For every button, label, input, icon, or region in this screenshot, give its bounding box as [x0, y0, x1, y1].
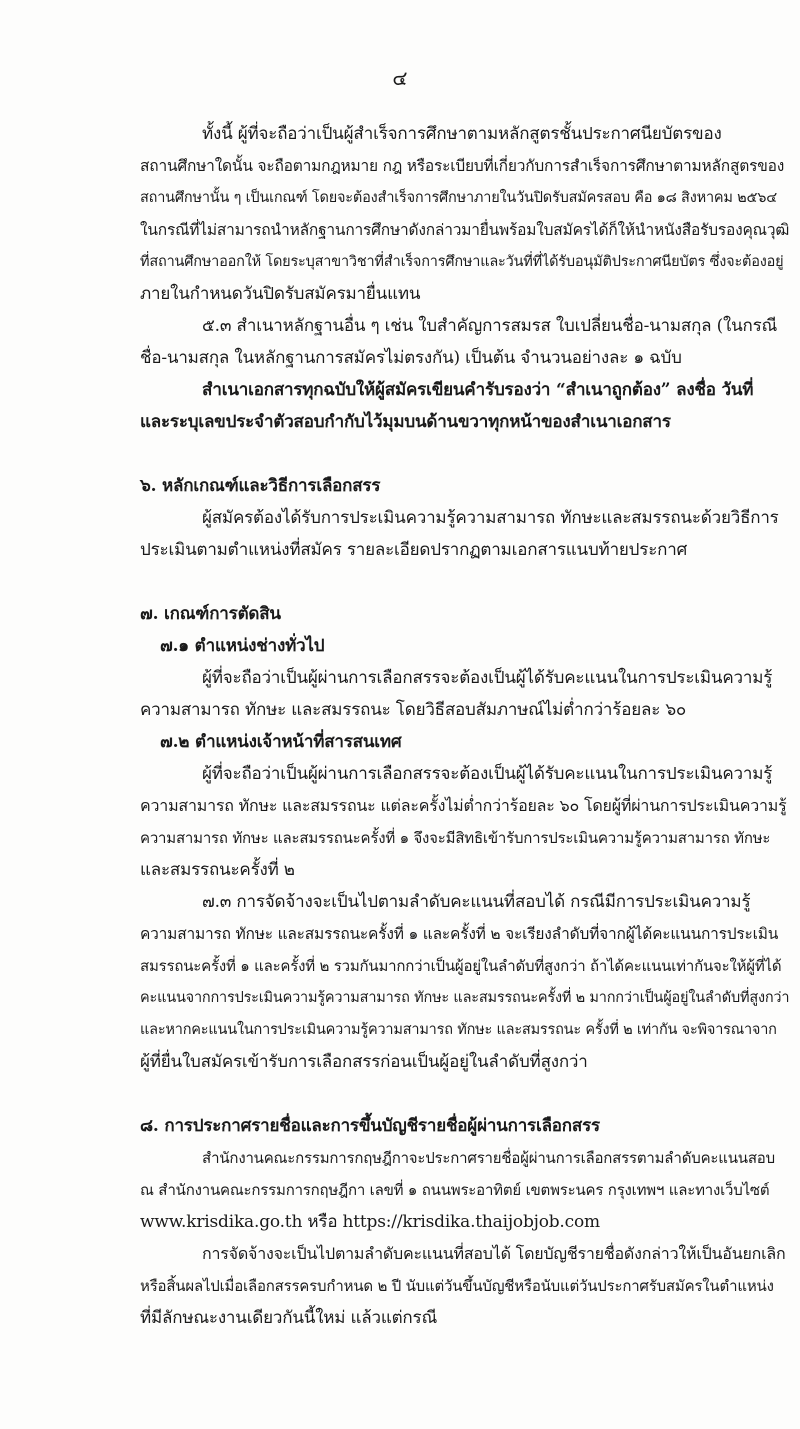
para-5-3-line: ๕.๓ สำเนาหลักฐานอื่น ๆ เช่น ใบสำคัญการสมรส ใบเปลี่ยนชื่อ-นามสกุล (ในกรณี	[202, 316, 778, 336]
section-6-body-line: ประเมินตามตำแหน่งที่สมัคร รายละเอียดปรากฏตามเอกสารแนบท้ายประกาศ	[140, 540, 688, 560]
section-7-2-heading: ๗.๒ ตำแหน่งเจ้าหน้าที่สารสนเทศ	[160, 732, 402, 752]
section-7-3-line: และหากคะแนนในการประเมินความรู้ความสามารถ ทักษะ และสมรรถนะ ครั้งที่ ๒ เท่ากัน จะพิจารณาจาก	[140, 1022, 777, 1038]
para-5-3-line: ชื่อ-นามสกุล ในหลักฐานการสมัครไม่ตรงกัน) เป็นต้น จำนวนอย่างละ ๑ ฉบับ	[140, 348, 682, 368]
section-7-3-line: คะแนนจากการประเมินความรู้ความสามารถ ทักษะ และสมรรถนะครั้งที่ ๒ มากกว่าเป็นผู้อยู่ในลำดับที่สูงกว่า	[140, 990, 790, 1006]
section-7-3-line: ๗.๓ การจัดจ้างจะเป็นไปตามลำดับคะแนนที่สอบได้ กรณีมีการประเมินความรู้	[202, 892, 751, 912]
section-8-body-line: สำนักงานคณะกรรมการกฤษฎีกาจะประกาศรายชื่อผู้ผ่านการเลือกสรรตามลำดับคะแนนสอบ	[202, 1149, 775, 1167]
para-graduate-line: ภายในกำหนดวันปิดรับสมัครมายื่นแทน	[140, 284, 421, 304]
section-7-1-heading: ๗.๑ ตำแหน่งช่างทั่วไป	[160, 636, 325, 656]
section-7-1-body-line: ผู้ที่จะถือว่าเป็นผู้ผ่านการเลือกสรรจะต้องเป็นผู้ได้รับคะแนนในการประเมินความรู้	[202, 668, 773, 688]
para-graduate-line: ที่สถานศึกษาออกให้ โดยระบุสาขาวิชาที่สำเร็จการศึกษาและวันที่ที่ได้รับอนุมัติประกาศนียบัตร ซึ่งจะต้องอยู่	[140, 254, 784, 270]
section-7-2-body-line: ผู้ที่จะถือว่าเป็นผู้ผ่านการเลือกสรรจะต้องเป็นผู้ได้รับคะแนนในการประเมินความรู้	[202, 764, 773, 784]
section-8-body-line: www.krisdika.go.th หรือ https://krisdika.thaijobjob.com	[140, 1212, 600, 1232]
certify-note-line: สำเนาเอกสารทุกฉบับให้ผู้สมัครเขียนคำรับรองว่า “สำเนาถูกต้อง” ลงชื่อ วันที่	[202, 380, 754, 400]
section-8-body2-line: การจัดจ้างจะเป็นไปตามลำดับคะแนนที่สอบได้ โดยบัญชีรายชื่อดังกล่าวให้เป็นอันยกเลิก	[202, 1244, 786, 1263]
section-7-1-body-line: ความสามารถ ทักษะ และสมรรถนะ โดยวิธีสอบสัมภาษณ์ไม่ต่ำกว่าร้อยละ ๖๐	[140, 700, 687, 720]
section-8-body-line: ณ สำนักงานคณะกรรมการกฤษฎีกา เลขที่ ๑ ถนนพระอาทิตย์ เขตพระนคร กรุงเทพฯ และทางเว็บไซต์	[140, 1181, 770, 1199]
certify-note-line: และระบุเลขประจำตัวสอบกำกับไว้มุมบนด้านขวาทุกหน้าของสำเนาเอกสาร	[140, 412, 671, 432]
section-8-heading: ๘. การประกาศรายชื่อและการขึ้นบัญชีรายชื่อผู้ผ่านการเลือกสรร	[140, 1116, 600, 1136]
section-7-3-line: ผู้ที่ยื่นใบสมัครเข้ารับการเลือกสรรก่อนเป็นผู้อยู่ในลำดับที่สูงกว่า	[140, 1052, 588, 1072]
section-7-2-body-line: และสมรรถนะครั้งที่ ๒	[140, 860, 295, 880]
para-graduate-line: ทั้งนี้ ผู้ที่จะถือว่าเป็นผู้สำเร็จการศึกษาตามหลักสูตรชั้นประกาศนียบัตรของ	[202, 124, 722, 144]
section-8-body2-line: ที่มีลักษณะงานเดียวกันนี้ใหม่ แล้วแต่กรณี	[140, 1308, 438, 1328]
section-7-2-body-line: ความสามารถ ทักษะ และสมรรถนะครั้งที่ ๑ จึงจะมีสิทธิเข้ารับการประเมินความรู้ความสามารถ ทักษะ	[140, 829, 771, 847]
section-6-body-line: ผู้สมัครต้องได้รับการประเมินความรู้ความสามารถ ทักษะและสมรรถนะด้วยวิธีการ	[202, 508, 779, 528]
section-8-body2-line: หรือสิ้นผลไปเมื่อเลือกสรรครบกำหนด ๒ ปี นับแต่วันขึ้นบัญชีหรือนับแต่วันประกาศรับสมัครในตำแหน่ง	[140, 1277, 774, 1295]
section-7-3-line: สมรรถนะครั้งที่ ๑ และครั้งที่ ๒ รวมกันมากกว่าเป็นผู้อยู่ในลำดับที่สูงกว่า ถ้าได้คะแนนเท่ากันจะให้ผู้ที่ได้	[140, 957, 782, 975]
para-graduate-line: สถานศึกษานั้น ๆ เป็นเกณฑ์ โดยจะต้องสำเร็จการศึกษาภายในวันปิดรับสมัครสอบ คือ ๑๘ สิงหาคม ๒๕๖๔	[140, 190, 778, 206]
section-6-heading: ๖. หลักเกณฑ์และวิธีการเลือกสรร	[140, 476, 381, 496]
page-number: ๔	[392, 66, 408, 90]
section-7-heading: ๗. เกณฑ์การตัดสิน	[140, 604, 281, 624]
section-7-2-body-line: ความสามารถ ทักษะ และสมรรถนะ แต่ละครั้งไม่ต่ำกว่าร้อยละ ๖๐ โดยผู้ที่ผ่านการประเมินความรู้	[140, 796, 787, 815]
para-graduate-line: ในกรณีที่ไม่สามารถนำหลักฐานการศึกษาดังกล่าวมายื่นพร้อมใบสมัครได้ก็ให้นำหนังสือรับรองคุณวุฒิ	[140, 221, 790, 239]
section-7-3-line: ความสามารถ ทักษะ และสมรรถนะครั้งที่ ๑ และครั้งที่ ๒ จะเรียงลำดับที่จากผู้ได้คะแนนการประเมิน	[140, 925, 779, 943]
para-graduate-line: สถานศึกษาใดนั้น จะถือตามกฎหมาย กฎ หรือระเบียบที่เกี่ยวกับการสำเร็จการศึกษาตามหลักสูตรของ	[140, 157, 785, 175]
